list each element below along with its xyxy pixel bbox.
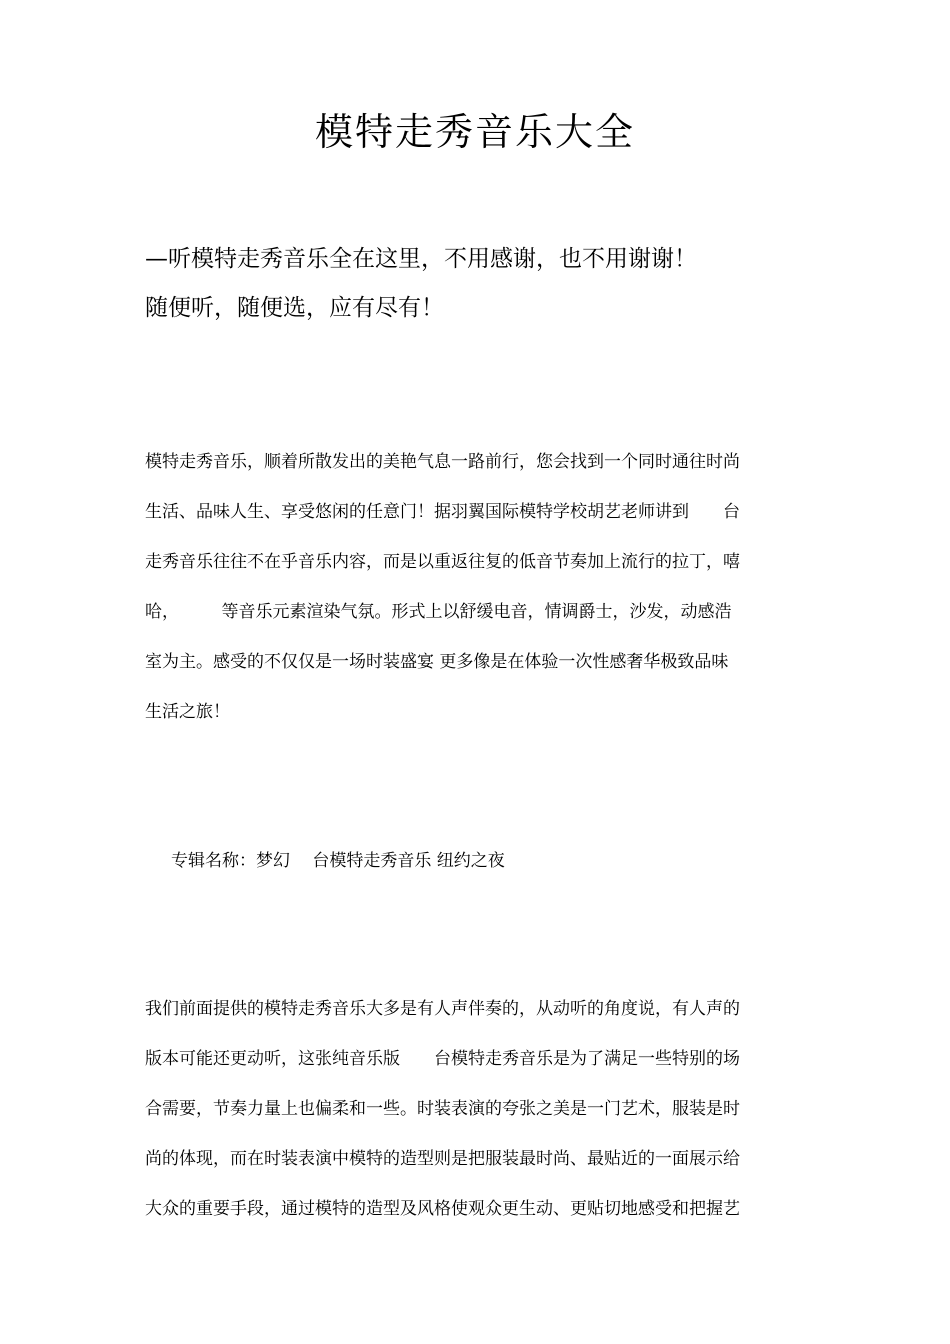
paragraph-line: 大众的重要手段，通过模特的造型及风格使观众更生动、更贴切地感受和把握艺	[145, 1199, 740, 1219]
paragraph-line: 生活、品味人生、享受悠闲的任意门！据羽翼国际模特学校胡艺老师讲到 台	[145, 502, 740, 522]
paragraph-line: 我们前面提供的模特走秀音乐大多是有人声伴奏的，从动听的角度说，有人声的	[145, 999, 740, 1019]
paragraph-line: 版本可能还更动听，这张纯音乐版 台模特走秀音乐是为了满足一些特别的场	[145, 1049, 740, 1069]
paragraph-line: 尚的体现，而在时装表演中模特的造型则是把服装最时尚、最贴近的一面展示给	[145, 1149, 740, 1169]
paragraph-line: 走秀音乐往往不在乎音乐内容，而是以重返往复的低音节奏加上流行的拉丁，嘻	[145, 552, 740, 572]
album-name: 专辑名称：梦幻 台模特走秀音乐 纽约之夜	[171, 851, 505, 871]
subtitle-line-2: 随便听，随便选，应有尽有！	[145, 295, 444, 321]
paragraph-line: 哈， 等音乐元素渲染气氛。形式上以舒缓电音，情调爵士，沙发，动感浩	[145, 602, 732, 622]
paragraph-line: 合需要，节奏力量上也偏柔和一些。时装表演的夸张之美是一门艺术，服装是时	[145, 1099, 740, 1119]
subtitle-line-1: —听模特走秀音乐全在这里，不用感谢，也不用谢谢！	[145, 246, 697, 272]
paragraph-line: 模特走秀音乐，顺着所散发出的美艳气息一路前行，您会找到一个同时通往时尚	[145, 452, 740, 472]
document-title: 模特走秀音乐大全	[314, 110, 635, 154]
paragraph-line: 生活之旅！	[145, 702, 230, 722]
description-paragraph	[145, 984, 810, 1234]
paragraph-line: 室为主。感受的不仅仅是一场时装盛宴 更多像是在体验一次性感奢华极致品味	[145, 652, 729, 672]
intro-paragraph	[145, 437, 810, 737]
